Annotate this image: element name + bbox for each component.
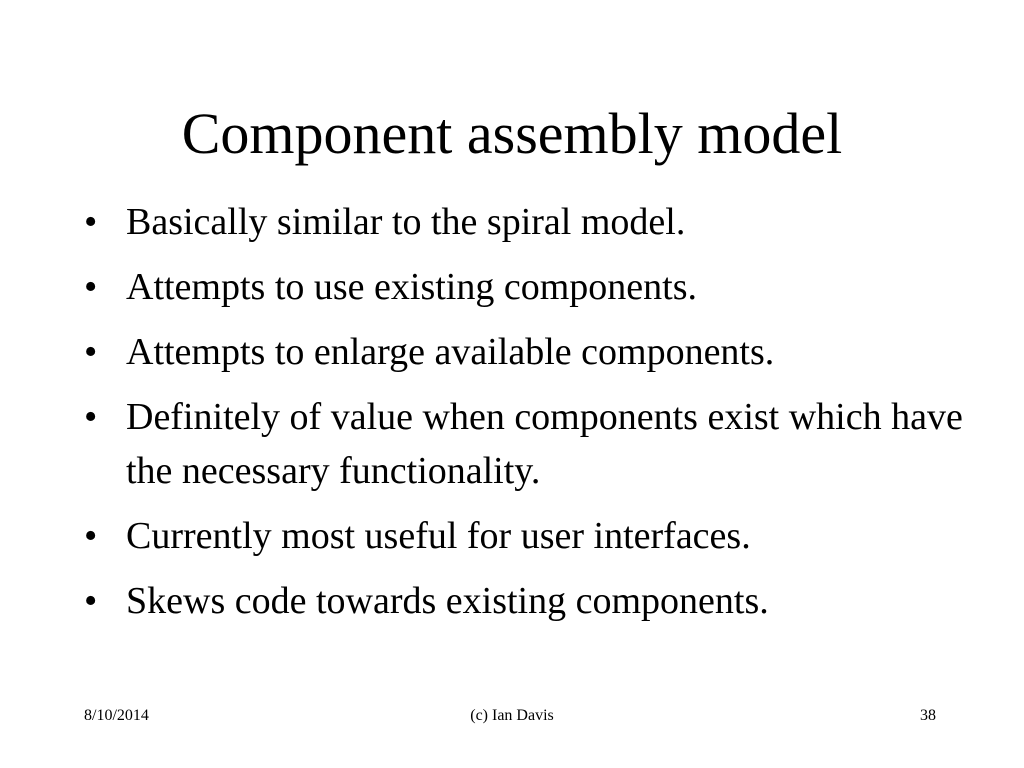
bullet-text: Basically similar to the spiral model. [126, 201, 686, 243]
bullet-item [84, 509, 964, 563]
bullet-marker: • [84, 515, 98, 557]
bullet-item [84, 390, 964, 498]
page-number: 38 [920, 707, 936, 724]
footer-author: (c) Ian Davis [470, 707, 554, 724]
bullet-item [84, 325, 964, 379]
bullet-item [84, 195, 964, 249]
slide-title: Component assembly model [181, 101, 843, 166]
bullet-marker: • [84, 266, 98, 308]
bullet-text: Attempts to enlarge available components. [126, 331, 775, 373]
bullet-item [84, 260, 964, 314]
bullet-text: Attempts to use existing components. [126, 266, 698, 308]
bullet-marker: • [84, 201, 98, 243]
bullet-marker: • [84, 331, 98, 373]
bullet-marker: • [84, 580, 98, 622]
bullet-text: Definitely of value when components exist which have the necessary functionality. [126, 396, 963, 492]
bullet-item [84, 574, 964, 628]
bullet-list [84, 195, 964, 639]
bullet-text: Currently most useful for user interfaces. [126, 515, 751, 557]
bullet-marker: • [84, 396, 98, 438]
footer-date: 8/10/2014 [84, 707, 149, 724]
bullet-text: Skews code towards existing components. [126, 580, 769, 622]
